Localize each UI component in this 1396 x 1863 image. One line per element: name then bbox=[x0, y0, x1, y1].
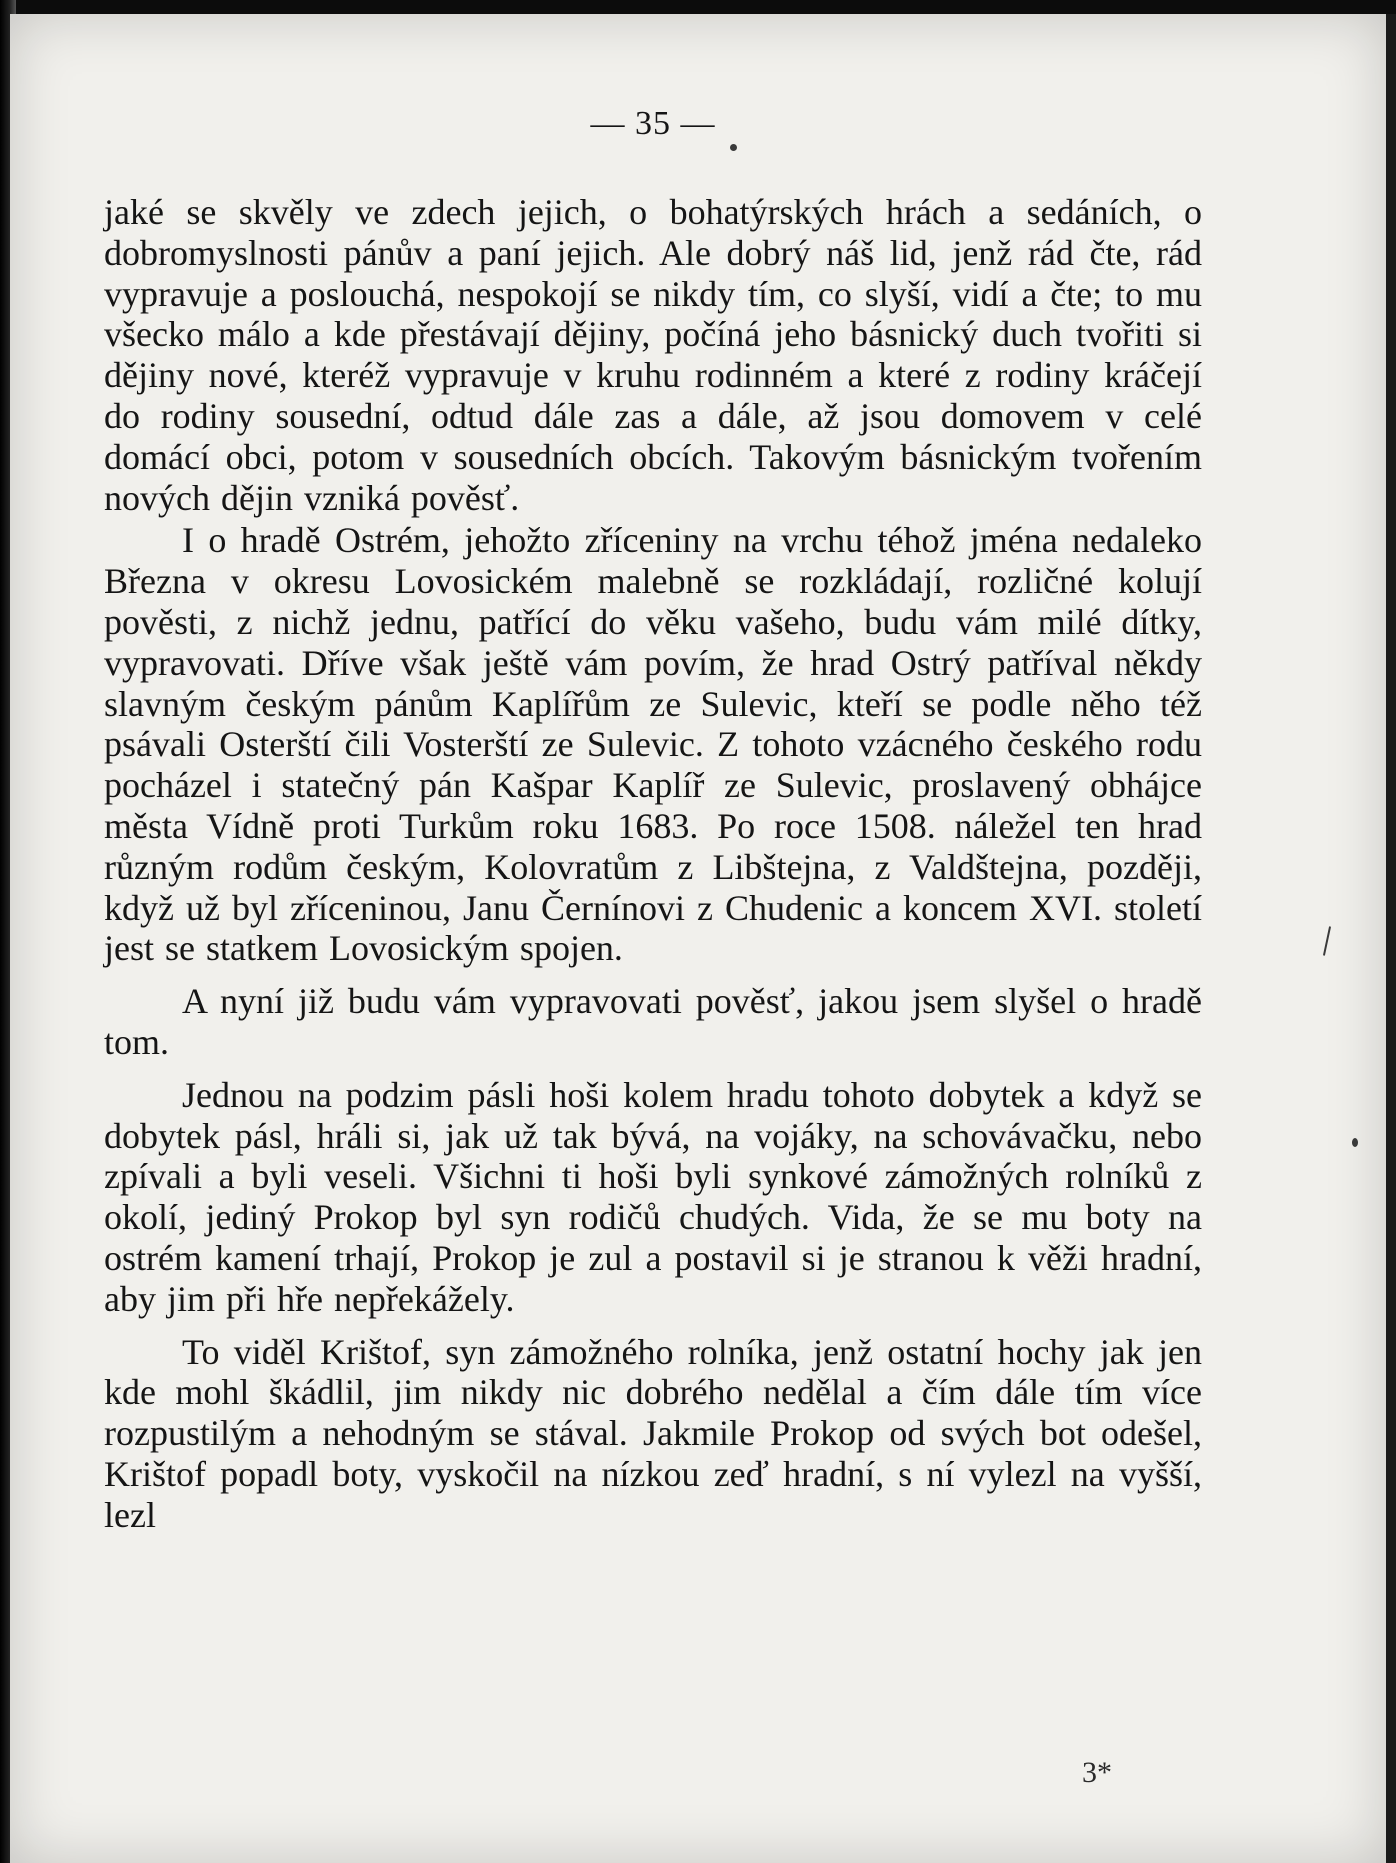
page-number: — 35 — bbox=[590, 105, 716, 142]
paragraph-boys-pasture: Jednou na podzim pásli hoši kolem hradu tohoto dobytek a když se dobytek pásl, hráli si, jak už tak bývá, na vojáky, na schovávačku, nebo zpívali a byli veseli. Všichni ti hoši byli synkové zámožných rolníků z okolí, jediný Prokop byl syn rodičů chudých. Vida, že se mu boty na ostrém kamení trhají, Prokop je zul a postavil si je stranou k věži hradní, aby jim při hře nepřekážely. bbox=[104, 1074, 1202, 1319]
paragraph-continuation: jaké se skvěly ve zdech jejich, o bohatýrských hrách a sedáních, o dobromyslnosti pánův a paní jejich. Ale dobrý náš lid, jenž rád čte, rád vypravuje a poslouchá, nespokojí se nikdy tím, co slyší, vidí a čte; to mu všecko málo a kde přestávají dějiny, počíná jeho básnický duch tvořiti si dějiny nové, kteréž vypravuje v kruhu rodinném a které z rodiny kráčejí do rodiny sousední, odtud dále zas a dále, až jsou domovem v celé domácí obci, potom v sousedních obcích. Takovým básnickým tvořením nových dějin vzniká pověsť. bbox=[104, 192, 1202, 518]
paragraph-ostry-castle: I o hradě Ostrém, jehožto zříceniny na vrchu téhož jména nedaleko Březnа v okresu Lovosickém malebně se rozkládají, rozličné kolují pověsti, z nichž jednu, patřící do věku vašeho, budu vám milé dítky, vypravovati. Dříve však ještě vám povím, že hrad Ostrý patříval někdy slavným českým pánům Kaplířům ze Sulevic, kteří se podle něho též psávali Osterští čili Vosterští ze Sulevic. Z tohoto vzácného českého rodu pocházel i statečný pán Kašpar Kaplíř ze Sulevic, proslavený obhájce města Vídně proti Turkům roku 1683. Po roce 1508. náležel ten hrad různým rodům českým, Kolovratům z Libštejna, z Valdštejna, později, když už byl zříceninou, Janu Černínovi z Chudenic a koncem XVI. století jest se statkem Lovosickým spojen. bbox=[104, 520, 1202, 969]
dust-speck bbox=[1323, 926, 1331, 956]
page-text bbox=[104, 104, 1202, 1536]
scan-top-edge bbox=[0, 0, 1396, 14]
dust-speck bbox=[1352, 1138, 1358, 1147]
paragraph-intro-legend: A nyní již budu vám vypravovati pověsť, jakou jsem slyšel o hradě tom. bbox=[104, 981, 1202, 1062]
signature-mark: 3* bbox=[1082, 1756, 1112, 1789]
paragraph-kristof: To viděl Krištof, syn zámožného rolníka, jenž ostatní hochy jak jen kde mohl škádlil, jim nikdy nic dobrého nedělal a čím dále tím více rozpustilým a nehodným se stával. Jakmile Prokop od svých bot odešel, Krištof popadl boty, vyskočil na nízkou zeď hradní, s ní vylezl na vyšší, lezl bbox=[104, 1331, 1202, 1535]
